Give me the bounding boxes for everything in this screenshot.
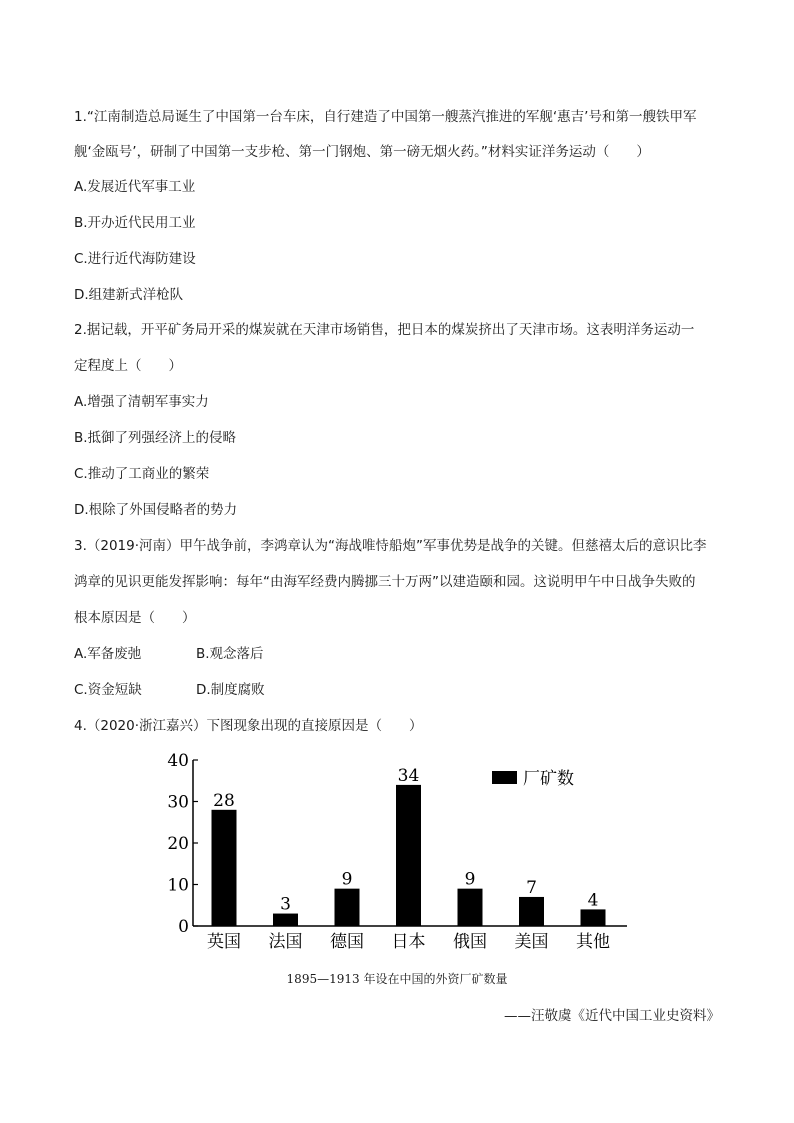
legend-label: 厂矿数 (523, 769, 574, 789)
q4-stem: 4.（2020·浙江嘉兴）下图现象出现的直接原因是（ ） (74, 718, 423, 734)
bar-4 (396, 785, 421, 926)
y-tick-label: 40 (167, 751, 189, 771)
bar-value-label: 4 (587, 890, 599, 911)
source-citation: ——汪敬虞《近代中国工业史资料》 (504, 1008, 720, 1024)
y-tick-label: 30 (167, 792, 189, 813)
bar-3 (335, 889, 360, 926)
bar-value-label: 34 (397, 765, 420, 786)
category-label: 其他 (576, 932, 610, 952)
bar-6 (519, 897, 544, 926)
q2-option-d: D.根除了外国侵略者的势力 (74, 502, 238, 518)
q3-stem-line-1: 3.（2019·河南）甲午战争前，李鸿章认为“海战唯恃船炮”军事优势是战争的关键。但慈禧太后的意识比李 (74, 538, 707, 554)
y-tick-label: 20 (167, 834, 189, 854)
chart-caption: 1895—1913 年设在中国的外资厂矿数量 (286, 972, 508, 986)
bar-value-label: 7 (526, 877, 537, 898)
bar-2 (273, 914, 298, 926)
bar-5 (458, 889, 483, 926)
category-label: 英国 (207, 932, 241, 952)
q1-option-c: C.进行近代海防建设 (74, 251, 196, 267)
category-label: 日本 (391, 932, 426, 952)
q1-stem-line-2: 舰‘金瓯号’，研制了中国第一支步枪、第一门钢炮、第一磅无烟火药。”材料实证洋务运动（ ） (74, 144, 650, 160)
bar-value-label: 9 (341, 869, 353, 890)
q3-stem-line-3: 根本原因是（ ） (74, 610, 196, 626)
q1-option-b: B.开办近代民用工业 (74, 215, 196, 231)
q3-option-c: C.资金短缺 (74, 682, 142, 698)
bar-1 (212, 810, 237, 926)
q2-stem-line-1: 2.据记载，开平矿务局开采的煤炭就在天津市场销售，把日本的煤炭挤出了天津市场。这表明洋务运动一 (74, 322, 695, 338)
q1-stem-line-1: 1.“江南制造总局诞生了中国第一台车床，自行建造了中国第一艘蒸汽推进的军舰‘惠吉’号和第一艘铁甲军 (74, 109, 697, 125)
q1-option-a: A.发展近代军事工业 (74, 179, 196, 195)
q2-stem-line-2: 定程度上（ ） (74, 358, 182, 374)
q3-stem-line-2: 鸿章的见识更能发挥影响：每年“由海军经费内腾挪三十万两”以建造颐和园。这说明甲午中日战争失败的 (74, 574, 696, 590)
bar-value-label: 9 (464, 869, 476, 890)
q2-option-c: C.推动了工商业的繁荣 (74, 466, 210, 482)
category-label: 美国 (514, 932, 549, 952)
category-label: 俄国 (453, 932, 487, 952)
q3-option-b: B.观念落后 (196, 646, 264, 662)
legend-swatch (492, 771, 517, 784)
bar-value-label: 28 (213, 790, 235, 811)
q2-option-a: A.增强了清朝军事实力 (74, 394, 209, 410)
category-label: 德国 (330, 932, 364, 952)
y-tick-label: 0 (178, 917, 189, 937)
bar-value-label: 3 (280, 894, 291, 915)
q3-option-a: A.军备废弛 (74, 646, 142, 662)
y-tick-label: 10 (167, 875, 189, 896)
q1-option-d: D.组建新式洋枪队 (74, 287, 184, 303)
foreign-factories-bar-chart (165, 748, 635, 958)
bar-7 (581, 909, 606, 926)
q2-option-b: B.抵御了列强经济上的侵略 (74, 430, 237, 446)
category-label: 法国 (268, 932, 303, 952)
q3-option-d: D.制度腐败 (196, 682, 265, 698)
